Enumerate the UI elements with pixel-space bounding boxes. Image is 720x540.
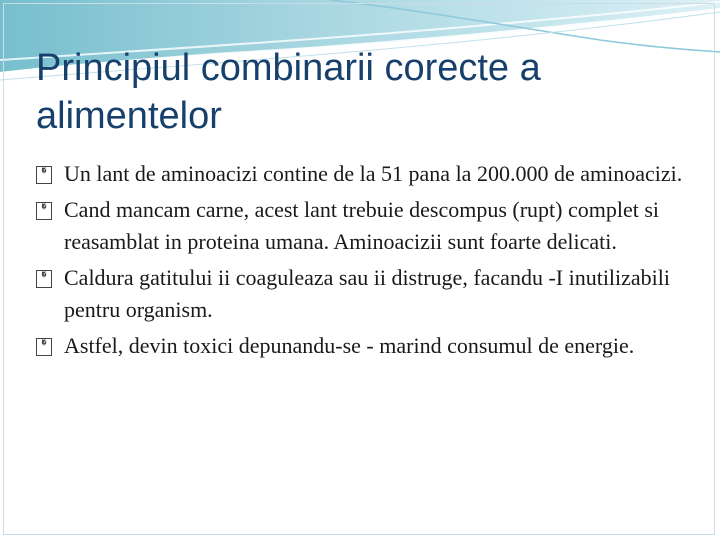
bullet-list [36,158,696,366]
missing-glyph-bullet-icon: � [36,270,52,288]
slide-title: Principiul combinarii corecte a alimentelor [36,47,541,137]
bullet-text: Astfel, devin toxici depunandu-se - marind consumul de energie. [64,333,635,358]
bullet-item [36,158,696,190]
bullet-text: Un lant de aminoacizi contine de la 51 pana la 200.000 de aminoacizi. [64,161,683,186]
missing-glyph-bullet-icon: � [36,202,52,220]
missing-glyph-bullet-icon: � [36,338,52,356]
bullet-text: Cand mancam carne, acest lant trebuie descompus (rupt) complet si reasamblat in proteina umana. Aminoacizii sunt foarte delicati. [64,197,660,254]
bullet-item [36,262,696,326]
bullet-text: Caldura gatitului ii coaguleaza sau ii distruge, facandu -I inutilizabili pentru organism. [64,265,671,322]
bullet-item [36,330,696,362]
bullet-item [36,194,696,258]
missing-glyph-bullet-icon: � [36,166,52,184]
